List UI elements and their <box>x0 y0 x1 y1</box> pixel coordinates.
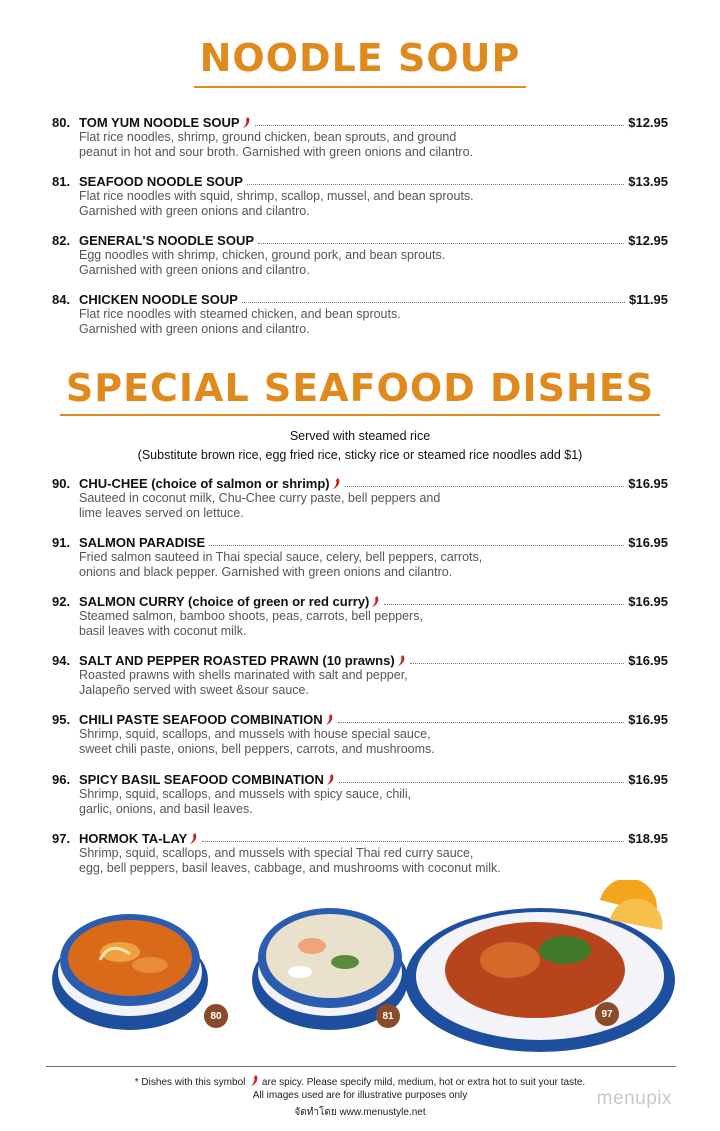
photo-badge-97: 97 <box>595 1002 619 1026</box>
item-name: CHU-CHEE (choice of salmon or shrimp) <box>79 476 341 491</box>
menu-item <box>52 770 668 817</box>
chili-pepper-icon <box>397 655 406 666</box>
menu-item <box>52 474 668 521</box>
item-name: SALT AND PEPPER ROASTED PRAWN (10 prawns) <box>79 653 406 668</box>
item-number: 81. <box>52 174 71 189</box>
menu-item <box>52 231 668 278</box>
menu-item <box>52 710 668 757</box>
menu-item <box>52 113 668 160</box>
leader-dots <box>202 840 624 842</box>
item-number: 97. <box>52 831 71 846</box>
leader-dots <box>384 603 624 605</box>
item-name: GENERAL'S NOODLE SOUP <box>79 233 254 248</box>
item-price: $18.95 <box>628 831 668 846</box>
leader-dots <box>258 242 624 244</box>
leader-dots <box>339 781 624 783</box>
item-description: Shrimp, squid, scallops, and mussels with house special sauce, sweet chili paste, onions, bell peppers, carrots, and mushrooms. <box>79 727 435 756</box>
chili-pepper-icon <box>332 478 341 489</box>
item-description: Flat rice noodles, shrimp, ground chicken, bean sprouts, and ground peanut in hot and sour broth. Garnished with green onions and cilantro. <box>79 130 474 159</box>
item-name: SALMON PARADISE <box>79 535 206 550</box>
food-photos <box>40 880 690 1060</box>
seafood-title: SPECIAL SEAFOOD DISHES <box>60 366 660 416</box>
item-number: 80. <box>52 115 71 130</box>
item-name: HORMOK TA-LAY <box>79 831 198 846</box>
item-number: 96. <box>52 772 71 787</box>
item-description: Roasted prawns with shells marinated with salt and pepper, Jalapeño served with sweet &sour sauce. <box>79 668 408 697</box>
menu-item <box>52 533 668 580</box>
menu-item <box>52 290 668 337</box>
seafood-heading <box>0 366 720 416</box>
chili-pepper-icon <box>189 833 198 844</box>
item-description: Flat rice noodles with steamed chicken, and bean sprouts. Garnished with green onions and cilantro. <box>79 307 401 336</box>
item-description: Flat rice noodles with squid, shrimp, scallop, mussel, and bean sprouts. Garnished with green onions and cilantro. <box>79 189 474 218</box>
menu-item <box>52 829 668 876</box>
item-number: 91. <box>52 535 71 550</box>
item-price: $12.95 <box>628 233 668 248</box>
substitute-note: (Substitute brown rice, egg fried rice, sticky rice or steamed rice noodles add $1) <box>137 448 583 462</box>
item-price: $13.95 <box>628 174 668 189</box>
food-photo-illustration <box>40 880 690 1060</box>
leader-dots <box>345 485 625 487</box>
item-price: $16.95 <box>628 712 668 727</box>
footer-line1-a: * Dishes with this symbol <box>134 1077 246 1088</box>
noodle-soup-title: NOODLE SOUP <box>194 36 527 88</box>
item-name: TOM YUM NOODLE SOUP <box>79 115 251 130</box>
footer-spicy-note <box>0 1075 720 1088</box>
menupix-watermark: menupix <box>596 1088 672 1109</box>
item-description: Shrimp, squid, scallops, and mussels with spicy sauce, chili, garlic, onions, and basil leaves. <box>79 787 412 816</box>
item-price: $11.95 <box>628 292 668 307</box>
leader-dots <box>410 662 625 664</box>
chili-pepper-icon <box>250 1075 259 1086</box>
item-name: SALMON CURRY (choice of green or red curry) <box>79 594 380 609</box>
chili-pepper-icon <box>371 596 380 607</box>
item-price: $16.95 <box>628 653 668 668</box>
leader-dots <box>247 183 624 185</box>
item-name: CHICKEN NOODLE SOUP <box>79 292 238 307</box>
photo-badge-81: 81 <box>376 1004 400 1028</box>
item-number: 92. <box>52 594 71 609</box>
menu-item <box>52 172 668 219</box>
footer-line1-b: are spicy. Please specify mild, medium, hot or extra hot to suit your taste. <box>261 1077 586 1088</box>
item-number: 82. <box>52 233 71 248</box>
item-number: 84. <box>52 292 71 307</box>
noodle-soup-heading <box>0 36 720 88</box>
leader-dots <box>242 301 625 303</box>
item-number: 94. <box>52 653 71 668</box>
item-price: $12.95 <box>628 115 668 130</box>
item-name: SEAFOOD NOODLE SOUP <box>79 174 243 189</box>
leader-dots <box>209 544 624 546</box>
item-price: $16.95 <box>628 772 668 787</box>
item-number: 95. <box>52 712 71 727</box>
item-price: $16.95 <box>628 476 668 491</box>
leader-dots <box>338 721 625 723</box>
leader-dots <box>255 124 625 126</box>
chili-pepper-icon <box>326 774 335 785</box>
chili-pepper-icon <box>325 714 334 725</box>
item-description: Shrimp, squid, scallops, and mussels with special Thai red curry sauce, egg, bell peppers, basil leaves, cabbage, and mushrooms with coconut milk. <box>79 846 501 875</box>
photo-badge-80: 80 <box>204 1004 228 1028</box>
item-description: Sauteed in coconut milk, Chu-Chee curry paste, bell peppers and lime leaves served on lettuce. <box>79 491 441 520</box>
item-number: 90. <box>52 476 71 491</box>
served-with-note: Served with steamed rice <box>289 429 431 443</box>
footer-credit: จัดทำโดย www.menustyle.net <box>294 1107 426 1118</box>
footer-divider <box>46 1066 676 1067</box>
footer-images-note: All images used are for illustrative purposes only <box>252 1090 468 1101</box>
item-price: $16.95 <box>628 535 668 550</box>
menu-item <box>52 651 668 698</box>
item-name: CHILI PASTE SEAFOOD COMBINATION <box>79 712 334 727</box>
item-description: Steamed salmon, bamboo shoots, peas, carrots, bell peppers, basil leaves with coconut milk. <box>79 609 423 638</box>
item-name: SPICY BASIL SEAFOOD COMBINATION <box>79 772 335 787</box>
item-description: Egg noodles with shrimp, chicken, ground pork, and bean sprouts. Garnished with green onions and cilantro. <box>79 248 446 277</box>
menu-item <box>52 592 668 639</box>
item-price: $16.95 <box>628 594 668 609</box>
chili-pepper-icon <box>242 117 251 128</box>
item-description: Fried salmon sauteed in Thai special sauce, celery, bell peppers, carrots, onions and black pepper. Garnished with green onions and cilantro. <box>79 550 483 579</box>
